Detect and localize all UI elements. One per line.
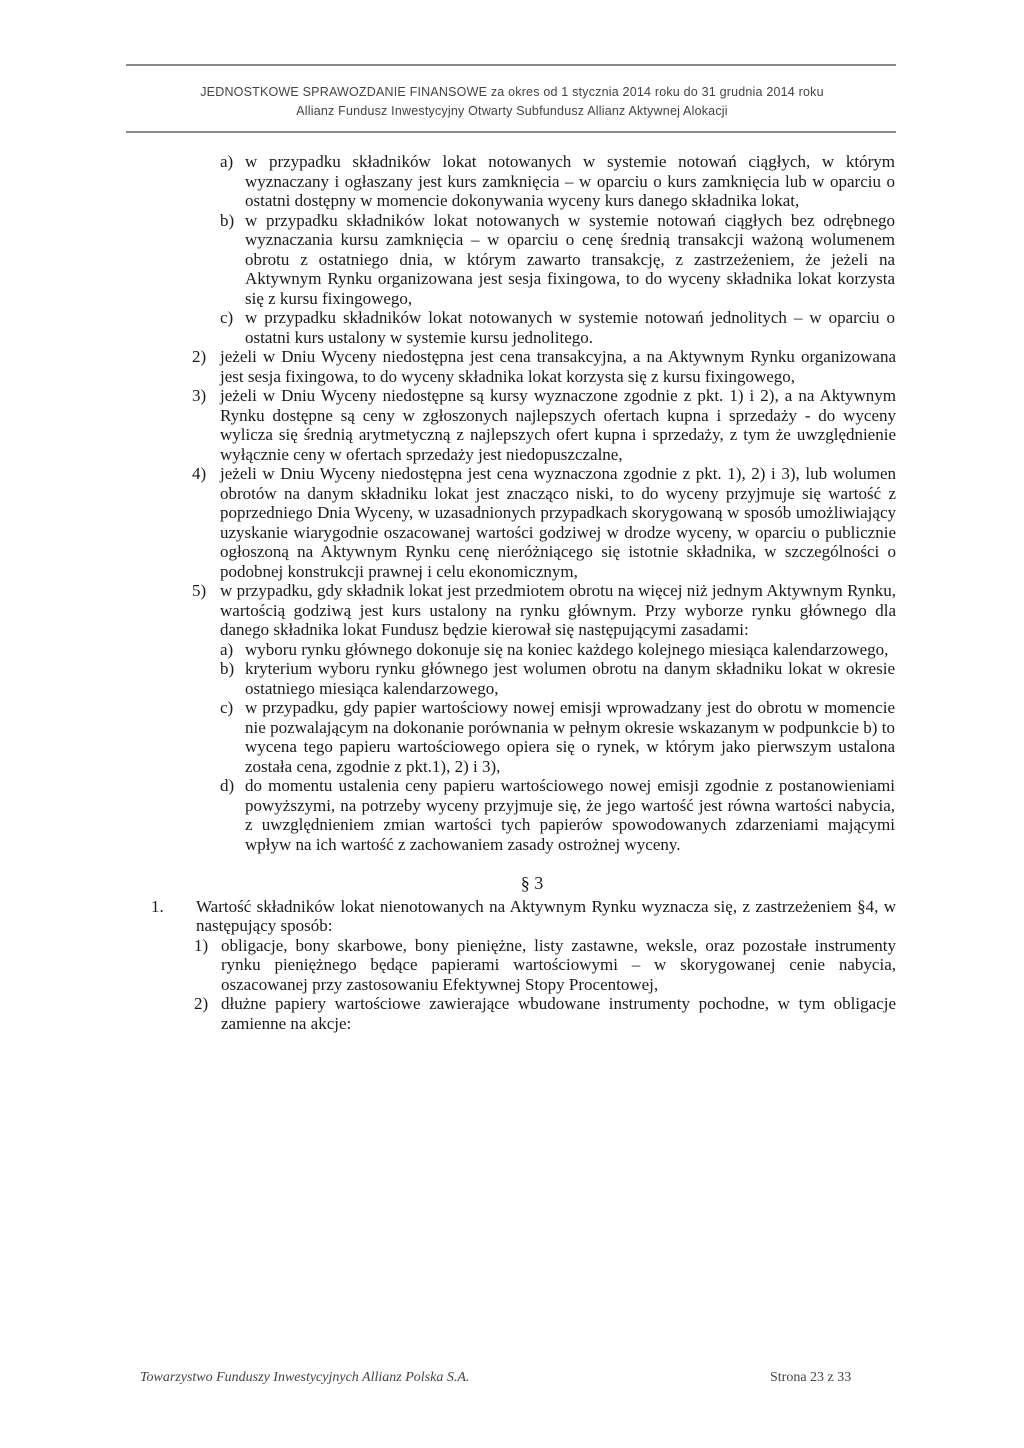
- section-heading: § 3: [520, 873, 544, 893]
- list-label: a): [220, 152, 234, 171]
- list-item: [151, 896, 896, 936]
- list-text: w przypadku, gdy składnik lokat jest przedmiotem obrotu na więcej niż jednym Aktywnym Rynku, wartością godziwą jest kurs ustalony na rynku głównym. Przy wyborze rynku głównego dla danego składnika lokat Fundusz będzie kierował się następującymi zasadami:: [220, 581, 896, 639]
- list-item: [220, 152, 895, 211]
- footer-page-number: Strona 23 z 33: [770, 1370, 852, 1385]
- list-text: obligacje, bony skarbowe, bony pieniężne, listy zastawne, weksle, oraz pozostałe instrumenty rynku pieniężnego będące papierami wartościowymi – w skorygowanej cenie nabycia, oszacowanej przy zastosowaniu Efektywnej Stopy Procentowej,: [221, 935, 896, 994]
- list-text: w przypadku składników lokat notowanych w systemie notowań ciągłych bez odrębnego wyznaczania kursu zamknięcia – w oparciu o cenę średnią transakcji ważoną wolumenem obrotu z ostatniego dnia, w którym zawarto transakcję, z zastrzeżeniem, że jeżeli na Aktywnym Rynku organizowana jest sesja fixingowa, to do wyceny składnika lokat korzysta się z kursu fixingowego,: [245, 210, 895, 308]
- header-bottom-rule: [126, 131, 896, 133]
- list-text: w przypadku składników lokat notowanych w systemie notowań ciągłych, w którym wyznaczany i ogłaszany jest kurs zamknięcia – w oparciu o kurs zamknięcia lub w oparciu o ostatni dostępny w momencie dokonywania wyceny kurs danego składnika lokat,: [245, 152, 895, 210]
- list-item: [192, 386, 896, 464]
- list-label: d): [220, 776, 235, 795]
- list-item: [220, 308, 895, 347]
- list-text: w przypadku składników lokat notowanych w systemie notowań jednolitych – w oparciu o ostatni kurs ustalony w systemie kursu jednolitego.: [245, 308, 895, 347]
- list-label: a): [220, 639, 234, 659]
- list-item: [220, 776, 895, 854]
- list-label: 2): [194, 994, 209, 1013]
- list-text: dłużne papiery wartościowe zawierające wbudowane instrumenty pochodne, w tym obligacje zamienne na akcje:: [221, 994, 896, 1033]
- list-label: 3): [192, 386, 207, 405]
- list-item: [220, 210, 895, 309]
- list-label: 1): [194, 935, 209, 955]
- list-text: w przypadku, gdy papier wartościowy nowej emisji wprowadzany jest do obrotu w momencie nie pozwalającym na dokonanie porównania w pełnym okresie wskazanym w podpunkcie b) to wycena tego papieru wartościowego opiera się o rynek, w którym jako pierwszym ustalona została cena, zgodnie z pkt.1), 2) i 3),: [245, 698, 895, 776]
- document-body: [0, 152, 1024, 1033]
- header-top-rule: [126, 64, 896, 66]
- list-item: [192, 581, 896, 640]
- header-subtitle: Allianz Fundusz Inwestycyjny Otwarty Subfundusz Allianz Aktywnej Alokacji: [296, 104, 728, 118]
- list-label: c): [220, 308, 234, 327]
- list-item: [194, 935, 896, 995]
- list-label: 4): [192, 464, 207, 483]
- list-text: wyboru rynku głównego dokonuje się na koniec każdego kolejnego miesiąca kalendarzowego,: [245, 639, 889, 659]
- list-item: [192, 347, 896, 386]
- list-item: [220, 698, 895, 776]
- list-text: jeżeli w Dniu Wyceny niedostępne są kursy wyznaczone zgodnie z pkt. 1) i 2), a na Aktywnym Rynku dostępne są ceny w zgłoszonych najlepszych ofertach kupna i sprzedaży - do wyceny wylicza się średnią arytmetyczną z najlepszych ofert kupna i sprzedaży, z tym że uwzględnienie wyłącznie ceny w ofertach sprzedaży jest niedopuszczalne,: [220, 386, 896, 464]
- list-label: b): [220, 210, 235, 230]
- list-text: do momentu ustalenia ceny papieru wartościowego nowej emisji zgodnie z postanowieniami powyższymi, na potrzeby wyceny przyjmuje się, że jego wartość jest równa wartości nabycia, z uwzględnieniem zmian wartości tych papierów spowodowanych zdarzeniami mającymi wpływ na ich wartość z zachowaniem zasady ostrożnej wyceny.: [245, 776, 895, 854]
- list-label: 5): [192, 581, 207, 600]
- list-item: [220, 639, 895, 660]
- list-label: c): [220, 698, 234, 717]
- list-text: jeżeli w Dniu Wyceny niedostępna jest cena wyznaczona zgodnie z pkt. 1), 2) i 3), lub wolumen obrotów na danym składniku lokat jest znacząco niski, to do wyceny przyjmuje się wartość z poprzedniego Dnia Wyceny, w uzasadnionych przypadkach skorygowaną w sposób umożliwiający uzyskanie wiarygodnie oszacowanej wartości godziwej w drodze wyceny, w oparciu o publicznie ogłoszoną na Aktywnym Rynku cenę nieróżniącego się istotnie składnika, w szczególności o podobnej konstrukcji prawnej i celu ekonomicznym,: [220, 464, 896, 581]
- footer-company: Towarzystwo Funduszy Inwestycyjnych Allianz Polska S.A.: [140, 1370, 470, 1385]
- list-label: b): [220, 659, 235, 678]
- list-label: 2): [192, 347, 207, 366]
- header-title: JEDNOSTKOWE SPRAWOZDANIE FINANSOWE za okres od 1 stycznia 2014 roku do 31 grudnia 2014 roku: [200, 85, 824, 99]
- list-text: kryterium wyboru rynku głównego jest wolumen obrotu na danym składniku lokat w okresie ostatniego miesiąca kalendarzowego,: [245, 659, 895, 698]
- list-text: Wartość składników lokat nienotowanych na Aktywnym Rynku wyznacza się, z zastrzeżeniem §4, w następujący sposób:: [196, 896, 896, 935]
- list-item: [194, 994, 896, 1033]
- list-item: [192, 464, 896, 581]
- list-label: 1.: [151, 896, 164, 916]
- list-item: [220, 659, 895, 698]
- list-text: jeżeli w Dniu Wyceny niedostępna jest cena transakcyjna, a na Aktywnym Rynku organizowana jest sesja fixingowa, to do wyceny składnika lokat korzysta się z kursu fixingowego,: [220, 347, 896, 386]
